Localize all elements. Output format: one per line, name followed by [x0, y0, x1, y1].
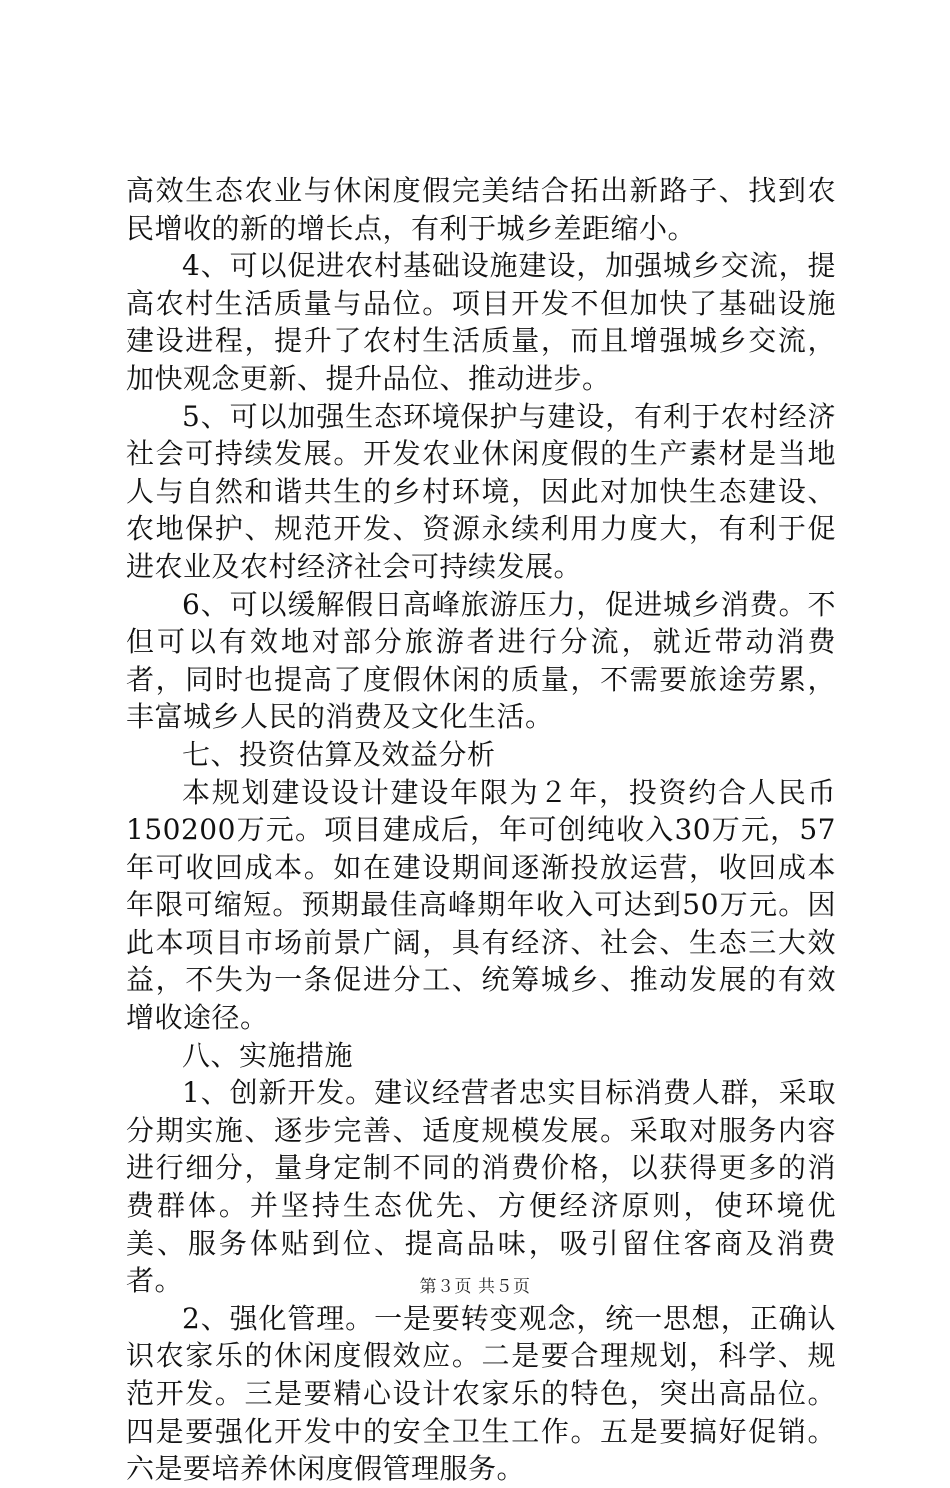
paragraph-measure-1: 1、创新开发。建议经营者忠实目标消费人群，采取分期实施、逐步完善、适度规模发展。采取对服务内容进行细分，量身定制不同的消费价格，以获得更多的消费群体。并坚持生态优先、方便经济原则，使环境优美、服务体贴到位、提高品味，吸引留住客商及消费者。 [126, 1076, 836, 1298]
paragraph-1: 高效生态农业与休闲度假完美结合拓出新路子、找到农民增收的新的增长点，有利于城乡差距缩小。 [126, 174, 836, 245]
paragraph-investment: 本规划建设设计建设年限为２年，投资约合人民币150200万元。项目建成后，年可创纯收入30万元，57年可收回成本。如在建设期间逐渐投放运营，收回成本年限可缩短。预期最佳高峰期年收入可达到50万元。因此本项目市场前景广阔，具有经济、社会、生态三大效益，不失为一条促进分工、统筹城乡、推动发展的有效增收途径。 [126, 775, 836, 1035]
section-heading-investment: 七、投资估算及效益分析 [182, 737, 496, 771]
section-heading-measures: 八、实施措施 [182, 1038, 354, 1072]
paragraph-4: 6、可以缓解假日高峰旅游压力，促进城乡消费。不但可以有效地对部分旅游者进行分流，就近带动消费者，同时也提高了度假休闲的质量，不需要旅途劳累，丰富城乡人民的消费及文化生活。 [126, 587, 836, 734]
paragraph-measure-2: 2、强化管理。一是要转变观念，统一思想，正确认识农家乐的休闲度假效应。二是要合理规划，科学、规范开发。三是要精心设计农家乐的特色，突出高品位。四是要强化开发中的安全卫生工作。五是要搞好促销。六是要培养休闲度假管理服务。 [126, 1301, 836, 1486]
paragraph-2: 4、可以促进农村基础设施建设，加强城乡交流，提高农村生活质量与品位。项目开发不但加快了基础设施建设进程，提升了农村生活质量，而且增强城乡交流，加快观念更新、提升品位、推动进步。 [126, 249, 836, 395]
paragraph-3: 5、可以加强生态环境保护与建设，有利于农村经济社会可持续发展。开发农业休闲度假的生产素材是当地人与自然和谐共生的乡村环境，因此对加快生态建设、农地保护、规范开发、资源永续利用力度大，有利于促进农业及农村经济社会可持续发展。 [126, 399, 836, 583]
page-number-footer: 第３页 共５页 [419, 1277, 531, 1297]
